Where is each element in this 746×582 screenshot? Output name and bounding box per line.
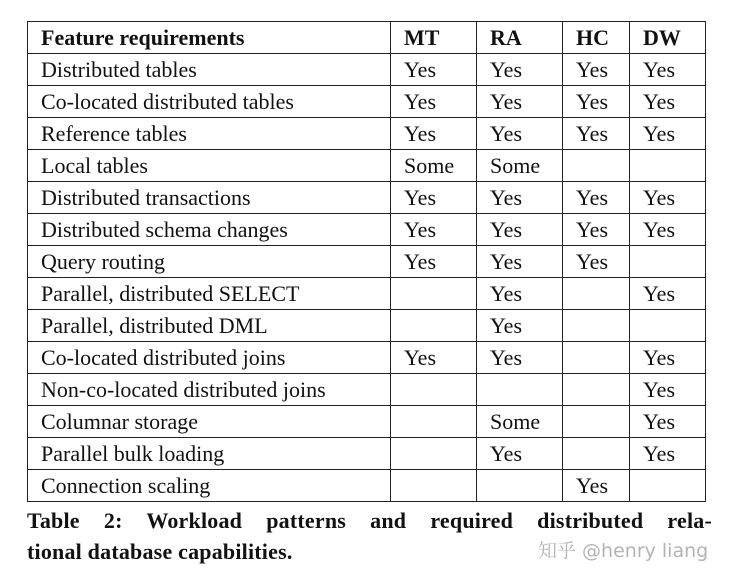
capability-cell [563, 150, 630, 182]
capability-cell: Yes [563, 86, 630, 118]
feature-name-cell: Local tables [28, 150, 391, 182]
capabilities-table-container [27, 21, 705, 502]
header-dw: DW [630, 22, 706, 54]
capability-cell: Yes [391, 118, 477, 150]
table-row [28, 406, 706, 438]
table-row [28, 374, 706, 406]
table-row [28, 86, 706, 118]
capability-cell [630, 470, 706, 502]
feature-name-cell: Co-located distributed tables [28, 86, 391, 118]
capability-cell: Yes [477, 310, 563, 342]
feature-name-cell: Distributed tables [28, 54, 391, 86]
capability-cell: Yes [477, 438, 563, 470]
capability-cell: Yes [477, 182, 563, 214]
capability-cell: Yes [630, 54, 706, 86]
capability-cell [630, 246, 706, 278]
capability-cell: Yes [391, 86, 477, 118]
capability-cell: Yes [630, 278, 706, 310]
table-row [28, 214, 706, 246]
capability-cell [477, 470, 563, 502]
feature-name-cell: Parallel, distributed SELECT [28, 278, 391, 310]
capability-cell: Yes [630, 182, 706, 214]
capability-cell: Some [477, 406, 563, 438]
capability-cell: Yes [563, 182, 630, 214]
table-row [28, 118, 706, 150]
table-body [28, 54, 706, 502]
capability-cell: Yes [391, 214, 477, 246]
capability-cell: Yes [391, 182, 477, 214]
capability-cell: Yes [563, 54, 630, 86]
capability-cell [477, 374, 563, 406]
capability-cell: Yes [477, 118, 563, 150]
table-row [28, 54, 706, 86]
feature-name-cell: Connection scaling [28, 470, 391, 502]
header-ra: RA [477, 22, 563, 54]
feature-name-cell: Co-located distributed joins [28, 342, 391, 374]
caption-line-2: tional database capabilities. [27, 539, 293, 564]
capability-cell: Yes [477, 214, 563, 246]
header-mt: MT [391, 22, 477, 54]
capability-cell: Yes [630, 342, 706, 374]
header-hc: HC [563, 22, 630, 54]
capabilities-table [27, 21, 706, 502]
capability-cell [563, 342, 630, 374]
capability-cell [563, 374, 630, 406]
table-row [28, 470, 706, 502]
feature-name-cell: Reference tables [28, 118, 391, 150]
capability-cell: Yes [477, 54, 563, 86]
table-row [28, 278, 706, 310]
capability-cell [391, 470, 477, 502]
feature-name-cell: Parallel bulk loading [28, 438, 391, 470]
feature-name-cell: Distributed schema changes [28, 214, 391, 246]
feature-name-cell: Parallel, distributed DML [28, 310, 391, 342]
table-row [28, 150, 706, 182]
capability-cell: Yes [563, 246, 630, 278]
header-feature-requirements: Feature requirements [28, 22, 391, 54]
table-row [28, 438, 706, 470]
capability-cell [563, 406, 630, 438]
table-row [28, 342, 706, 374]
capability-cell: Yes [630, 374, 706, 406]
capability-cell [563, 310, 630, 342]
feature-name-cell: Distributed transactions [28, 182, 391, 214]
capability-cell: Yes [391, 246, 477, 278]
table-row [28, 182, 706, 214]
feature-name-cell: Columnar storage [28, 406, 391, 438]
capability-cell: Yes [563, 470, 630, 502]
watermark: 知乎 @henry liang [538, 540, 709, 562]
capability-cell: Yes [630, 118, 706, 150]
capability-cell [391, 406, 477, 438]
capability-cell [630, 310, 706, 342]
capability-cell [391, 438, 477, 470]
capability-cell: Some [477, 150, 563, 182]
capability-cell: Yes [477, 246, 563, 278]
table-row [28, 246, 706, 278]
capability-cell: Yes [563, 214, 630, 246]
capability-cell: Yes [630, 214, 706, 246]
caption-line-1: Table 2: Workload patterns and required distributed rela- [27, 508, 712, 533]
capability-cell: Yes [630, 86, 706, 118]
capability-cell [391, 278, 477, 310]
capability-cell [391, 310, 477, 342]
capability-cell: Yes [477, 342, 563, 374]
capability-cell [563, 278, 630, 310]
capability-cell [630, 150, 706, 182]
capability-cell [391, 374, 477, 406]
table-row [28, 310, 706, 342]
capability-cell: Yes [563, 118, 630, 150]
feature-name-cell: Query routing [28, 246, 391, 278]
capability-cell: Some [391, 150, 477, 182]
capability-cell: Yes [477, 86, 563, 118]
capability-cell: Yes [391, 54, 477, 86]
feature-name-cell: Non-co-located distributed joins [28, 374, 391, 406]
capability-cell [563, 438, 630, 470]
capability-cell: Yes [630, 438, 706, 470]
table-header-row [28, 22, 706, 54]
capability-cell: Yes [630, 406, 706, 438]
capability-cell: Yes [391, 342, 477, 374]
capability-cell: Yes [477, 278, 563, 310]
